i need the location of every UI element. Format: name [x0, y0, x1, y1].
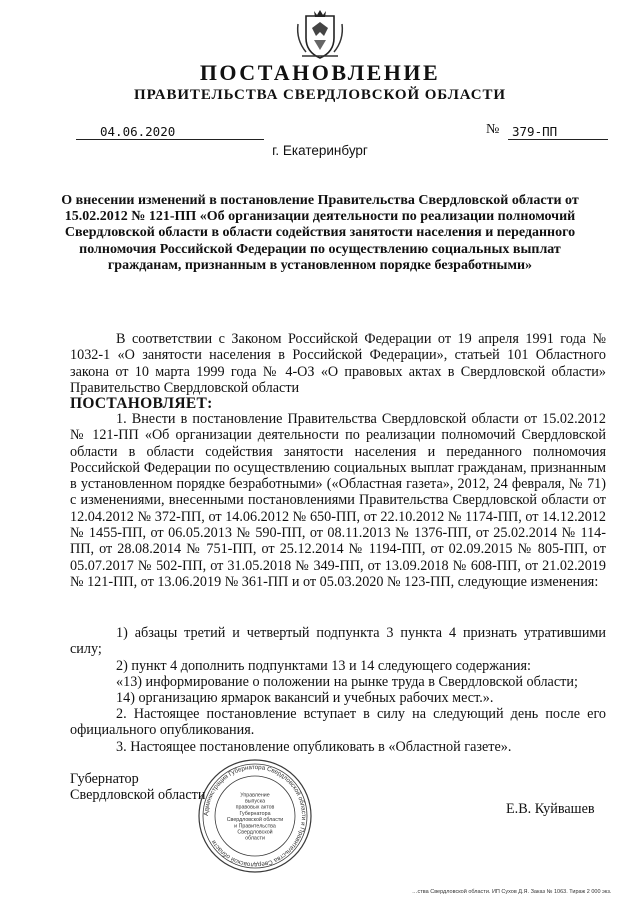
- printer-imprint: …ства Свердловской области. ИП Сухов Д.Я. Заказ № 1063. Тираж 2 000 экз.: [412, 889, 612, 895]
- official-seal-stamp: [196, 757, 314, 875]
- coat-of-arms-emblem: [292, 6, 348, 62]
- issuing-authority: ПРАВИТЕЛЬСТВА СВЕРДЛОВСКОЙ ОБЛАСТИ: [134, 87, 506, 103]
- document-type-title: ПОСТАНОВЛЕНИЕ: [199, 60, 441, 85]
- clause-1-subitem-1: 1) абзацы третий и четвертый подпункта 3 пункта 4 признать утратившими силу;: [70, 625, 606, 658]
- subpoint-13: «13) информирование о положении на рынке труда в Свердловской области;: [116, 674, 578, 690]
- seal-center-line: Свердловской области: [226, 817, 284, 824]
- date-underline: [76, 139, 264, 140]
- number-underline: [508, 139, 608, 140]
- clause-1: 1. Внести в постановление Правительства Свердловской области от 15.02.2012 № 121-ПП «Об организации деятельности по реализации полномочий Свердловской области в области содействия занятости населения и переданного полномочия Российской Федерации по осуществлению социальных выплат гражданам, признанным в установленном порядке безработными» («Областная газета», 2012, 24 февраля, № 71) с изменениями, внесенными постановлениями Правительства Свердловской области от 12.04.2012 № 372-ПП, от 14.06.2012 № 650-ПП, от 22.10.2012 № 1174-ПП, от 14.12.2012 № 1455-ПП, от 06.05.2013 № 590-ПП, от 08.11.2013 № 1376-ПП, от 25.02.2014 № 114-ПП, от 28.08.2014 № 751-ПП, от 25.12.2014 № 1194-ПП, от 02.09.2015 № 805-ПП, от 05.07.2017 № 502-ПП, от 31.05.2018 № 349-ПП, от 13.09.2018 № 608-ПП, от 21.02.2019 № 121-ПП, от 13.06.2019 № 361-ПП и от 05.03.2020 № 123-ПП, следующие изменения:: [70, 411, 606, 590]
- signatory-name: Е.В. Куйвашев: [506, 801, 595, 817]
- city: г. Екатеринбург: [272, 143, 368, 158]
- svg-text:Администрация Губернатора Свер: Администрация Губернатора Свердловской области и Правительства Свердловской области: [202, 763, 308, 869]
- signatory-position-line1: Губернатор: [70, 771, 139, 787]
- seal-center-line: выпуска: [244, 798, 266, 805]
- resolves-heading: ПОСТАНОВЛЯЕТ:: [70, 395, 213, 412]
- seal-center-line: и Правительства: [234, 823, 276, 830]
- seal-center-line: правовых актов: [235, 804, 275, 811]
- signatory-position-line2: Свердловской области: [70, 787, 206, 803]
- seal-center-line: Губернатора: [239, 810, 271, 817]
- preamble-paragraph: В соответствии с Законом Российской Федерации от 19 апреля 1991 года № 1032-1 «О занятости населения в Российской Федерации», статьей 101 Областного закона от 10 марта 1999 года № 4-ОЗ «О правовых актах в Свердловской области» Правительство Свердловской области: [70, 331, 606, 396]
- document-heading: О внесении изменений в постановление Правительства Свердловской области от 15.02.2012 № 121-ПП «Об организации деятельности по реализации полномочий Свердловской области в области содействия занятости населения и переданного полномочия Российской Федерации по осуществлению социальных выплат гражданам, признанным в установленном порядке безработными»: [61, 193, 579, 273]
- subpoint-14: 14) организацию ярмарок вакансий и учебных рабочих мест.».: [116, 690, 494, 706]
- clause-2: 2. Настоящее постановление вступает в силу на следующий день после его официального опубликования.: [70, 706, 606, 739]
- clause-3: 3. Настоящее постановление опубликовать в «Областной газете».: [116, 739, 512, 755]
- clause-1-subitem-2: 2) пункт 4 дополнить подпунктами 13 и 14 следующего содержания:: [116, 658, 531, 674]
- seal-center-line: Свердловской: [237, 829, 273, 836]
- number-label: №: [486, 122, 500, 137]
- document-date: 04.06.2020: [100, 124, 176, 139]
- document-number: 379-ПП: [512, 124, 558, 139]
- seal-center-line: Управление: [240, 792, 270, 799]
- seal-center-line: области: [245, 835, 265, 842]
